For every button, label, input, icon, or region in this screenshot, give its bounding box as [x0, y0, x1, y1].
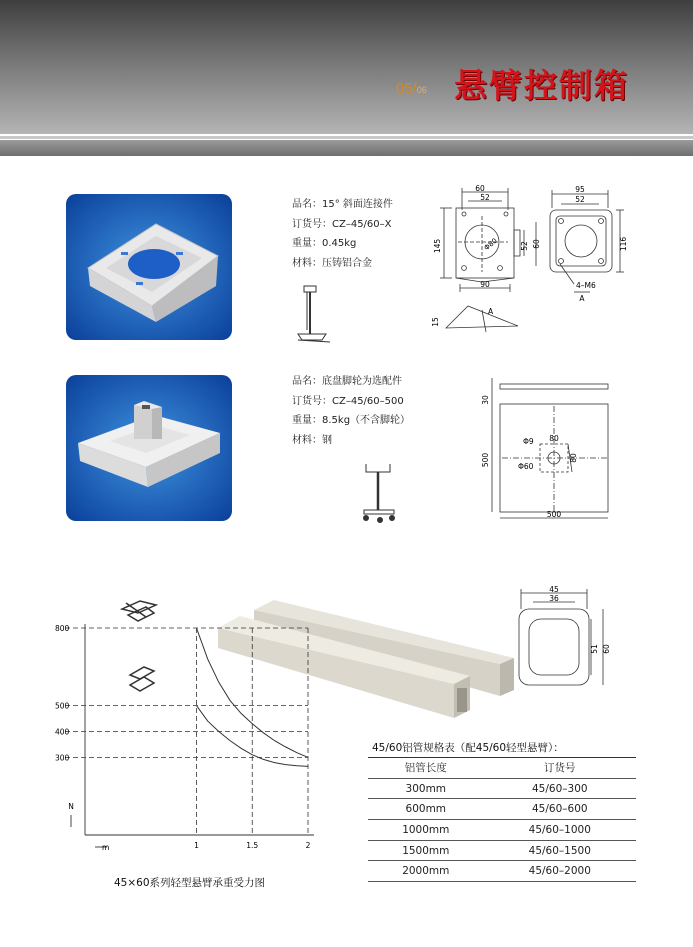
dim-60: 60	[475, 184, 485, 193]
x-axis-label: m	[102, 843, 110, 852]
dim-51: 51	[590, 644, 599, 654]
x-tick-labels	[194, 841, 311, 850]
product1-photo	[66, 194, 232, 340]
product1-name: 品名：15° 斜面连接件	[292, 199, 393, 210]
page-title: 悬臂控制箱	[454, 66, 629, 105]
cell-length: 300mm	[368, 778, 484, 799]
dim-52-v: 52	[520, 241, 529, 251]
product2-specs	[292, 372, 410, 450]
y-tick-label: 300	[55, 753, 70, 763]
dim-500-v: 500	[481, 452, 490, 468]
dim-90: 90	[480, 280, 490, 289]
cell-order-no: 45/60–300	[484, 778, 636, 799]
x-tick-label: 2	[305, 841, 311, 850]
dim-95: 95	[575, 185, 585, 194]
x-tick-label: 1	[194, 841, 199, 850]
product1-order-no: 订货号：CZ–45/60–X	[292, 218, 392, 230]
y-tick-label: 400	[55, 727, 70, 737]
table-row	[368, 820, 636, 841]
page-current: 05/	[396, 80, 417, 97]
header-divider	[0, 136, 693, 139]
y-tick-labels	[55, 624, 70, 762]
dim-36: 36	[549, 594, 559, 603]
dim-45: 45	[549, 585, 559, 594]
cell-order-no: 45/60–1000	[484, 820, 636, 841]
spec-table	[368, 757, 636, 882]
y-tick-label: 800	[55, 624, 70, 633]
arrow-a: A	[488, 307, 494, 316]
cell-order-no: 45/60–1500	[484, 840, 636, 861]
dim-phi9: Φ9	[523, 437, 534, 446]
dim-500-h: 500	[546, 510, 562, 519]
product1-weight: 重量：0.45kg	[292, 238, 357, 249]
dim-80: 80	[549, 434, 559, 443]
cell-length: 1500mm	[368, 840, 484, 861]
product2-photo	[66, 375, 232, 521]
dim-116: 116	[619, 236, 628, 252]
page-total: 06	[416, 85, 427, 95]
dim-52: 52	[480, 193, 490, 202]
header-band	[0, 140, 693, 156]
table-header-row	[368, 758, 636, 779]
cell-order-no: 45/60–2000	[484, 861, 636, 882]
page-number	[396, 80, 427, 97]
product2-material: 材料：钢	[292, 434, 332, 446]
table-row	[368, 861, 636, 882]
cell-length: 1000mm	[368, 820, 484, 841]
dim-phi80: Φ80	[482, 236, 499, 253]
y-axis-label: N	[68, 802, 74, 811]
base-stand-icon	[356, 460, 402, 526]
product2-drawing	[480, 376, 620, 526]
dim-60p: 60	[602, 644, 611, 654]
cell-length: 600mm	[368, 799, 484, 820]
product1-material: 材料：压铸铝合金	[292, 257, 372, 269]
product1-drawing	[424, 180, 634, 340]
arm-mount-icon	[290, 282, 340, 346]
dim-145: 145	[433, 238, 442, 254]
dim-60-v: 60	[532, 239, 541, 249]
arm-icon-top	[122, 601, 156, 621]
header-order-no: 订货号	[484, 758, 636, 779]
dim-80-v: 80	[569, 453, 578, 463]
dim-52b: 52	[575, 195, 585, 204]
load-chart	[30, 595, 330, 860]
product1-specs	[292, 195, 393, 273]
table-row	[368, 840, 636, 861]
chart-grid	[65, 628, 308, 835]
y-tick-label: 500	[55, 701, 70, 711]
product2-weight: 重量：8.5kg（不含脚轮）	[292, 415, 411, 426]
dim-15: 15	[431, 317, 440, 327]
cell-order-no: 45/60–600	[484, 799, 636, 820]
profile-section-drawing	[505, 583, 615, 695]
section-a: A	[579, 294, 585, 303]
product2-name: 品名：底盘脚轮为选配件	[292, 376, 402, 387]
header-length: 铝管长度	[368, 758, 484, 779]
spec-table-title: 45/60铝管规格表（配45/60轻型悬臂）：	[372, 742, 564, 754]
product2-order-no: 订货号：CZ–45/60–500	[292, 395, 404, 407]
cell-length: 2000mm	[368, 861, 484, 882]
dim-30: 30	[481, 395, 490, 405]
table-row	[368, 799, 636, 820]
dim-4m6: 4–M6	[576, 281, 596, 290]
table-row	[368, 778, 636, 799]
x-tick-label: 1.5	[246, 841, 259, 850]
chart-title: 45×60系列轻型悬臂承重受力图	[114, 877, 266, 889]
chart-axes	[71, 624, 314, 847]
arm-icon-mid	[130, 667, 154, 691]
dim-phi60: Φ60	[518, 462, 534, 471]
